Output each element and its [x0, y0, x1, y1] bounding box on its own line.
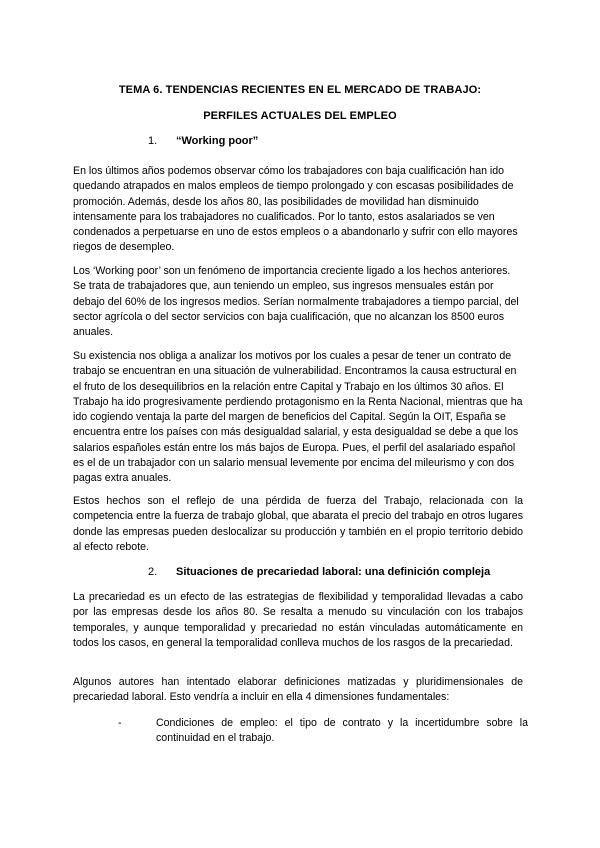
paragraph-6: Algunos autores han intentado elaborar definiciones matizadas y pluridimensionales de precariedad laboral. Esto vendría a incluir en ella 4 dimensiones fundamentales: — [73, 676, 523, 704]
section-1-number: 1. — [148, 135, 158, 147]
document-title-line-2: PERFILES ACTUALES DEL EMPLEO — [203, 110, 397, 122]
section-2-heading — [148, 566, 490, 578]
bullet-text: Condiciones de empleo: el tipo de contrato y la incertidumbre sobre la continuidad en el trabajo. — [156, 717, 528, 745]
paragraph-2: Los ‘Working poor’ son un fenómeno de importancia creciente ligado a los hechos anteriores. Se trata de trabajadores que, aun teniendo un empleo, sus ingresos mensuales están por debajo del 60% de los ingresos medios. Serían normalmente trabajadores a tiempo parcial, del sector agrícola o del sector servicios con baja cualificación, que no alcanzan los 8500 euros anuales. — [73, 265, 519, 339]
section-1-title: “Working poor” — [176, 135, 259, 147]
paragraph-5: La precariedad es un efecto de las estrategias de flexibilidad y temporalidad llevadas a cabo por las empresas desde los años 80. Se resalta a menudo su vinculación con los trabajos temporales, y aunque temporalidad y precariedad no están vinculadas automáticamente en todos los casos, en general la temporalidad conlleva muchos de los rasgos de la precariedad. — [73, 591, 523, 649]
paragraph-1: En los últimos años podemos observar cómo los trabajadores con baja cualificación han ido quedando atrapados en malos empleos de tiempo prolongado y con escasas posibilidades de promoción. Además, desde los años 80, las posibilidades de movilidad han disminuido intensamente para los trabajadores no cualificados. Por lo tanto, estos asalariados se ven condenados a perpetuarse en uno de estos empleos o a abandonarlo y sufrir con ello mayores riegos de desempleo. — [73, 165, 518, 254]
section-1-heading — [148, 135, 258, 147]
paragraph-3: Su existencia nos obliga a analizar los motivos por los cuales a pesar de tener un contrato de trabajo se encuentran en una situación de vulnerabilidad. Encontramos la causa estructural en el fruto de los desequilibrios en la relación entre Capital y Trabajo en los últimos 30 años. El Trabajo ha ido progresivamente perdiendo protagonismo en la Renta Nacional, mientras que ha ido cogiendo ventaja la parte del margen de beneficios del Capital. Según la OIT, España se encuentra entre los países con más desigualdad salarial, y esta desigualdad se debe a que los salarios españoles están entre los más bajos de Europa. Pues, el perfil del asalariado español es el de un trabajador con un salario mensual levemente por encima del mileurismo y con dos pagas extra anuales. — [73, 350, 523, 485]
bullet-item — [118, 716, 528, 747]
section-2-title: Situaciones de precariedad laboral: una definición compleja — [176, 566, 491, 578]
section-2-number: 2. — [148, 566, 158, 578]
paragraph-4: Estos hechos son el reflejo de una pérdida de fuerza del Trabajo, relacionada con la competencia entre la fuerza de trabajo global, que abarata el precio del trabajo en otros lugares donde las empresas pueden deslocalizar su producción y también en el propio territorio debido al efecto rebote. — [73, 495, 523, 553]
document-title-line-1: TEMA 6. TENDENCIAS RECIENTES EN EL MERCADO DE TRABAJO: — [118, 84, 482, 96]
bullet-dash: - — [118, 717, 122, 729]
